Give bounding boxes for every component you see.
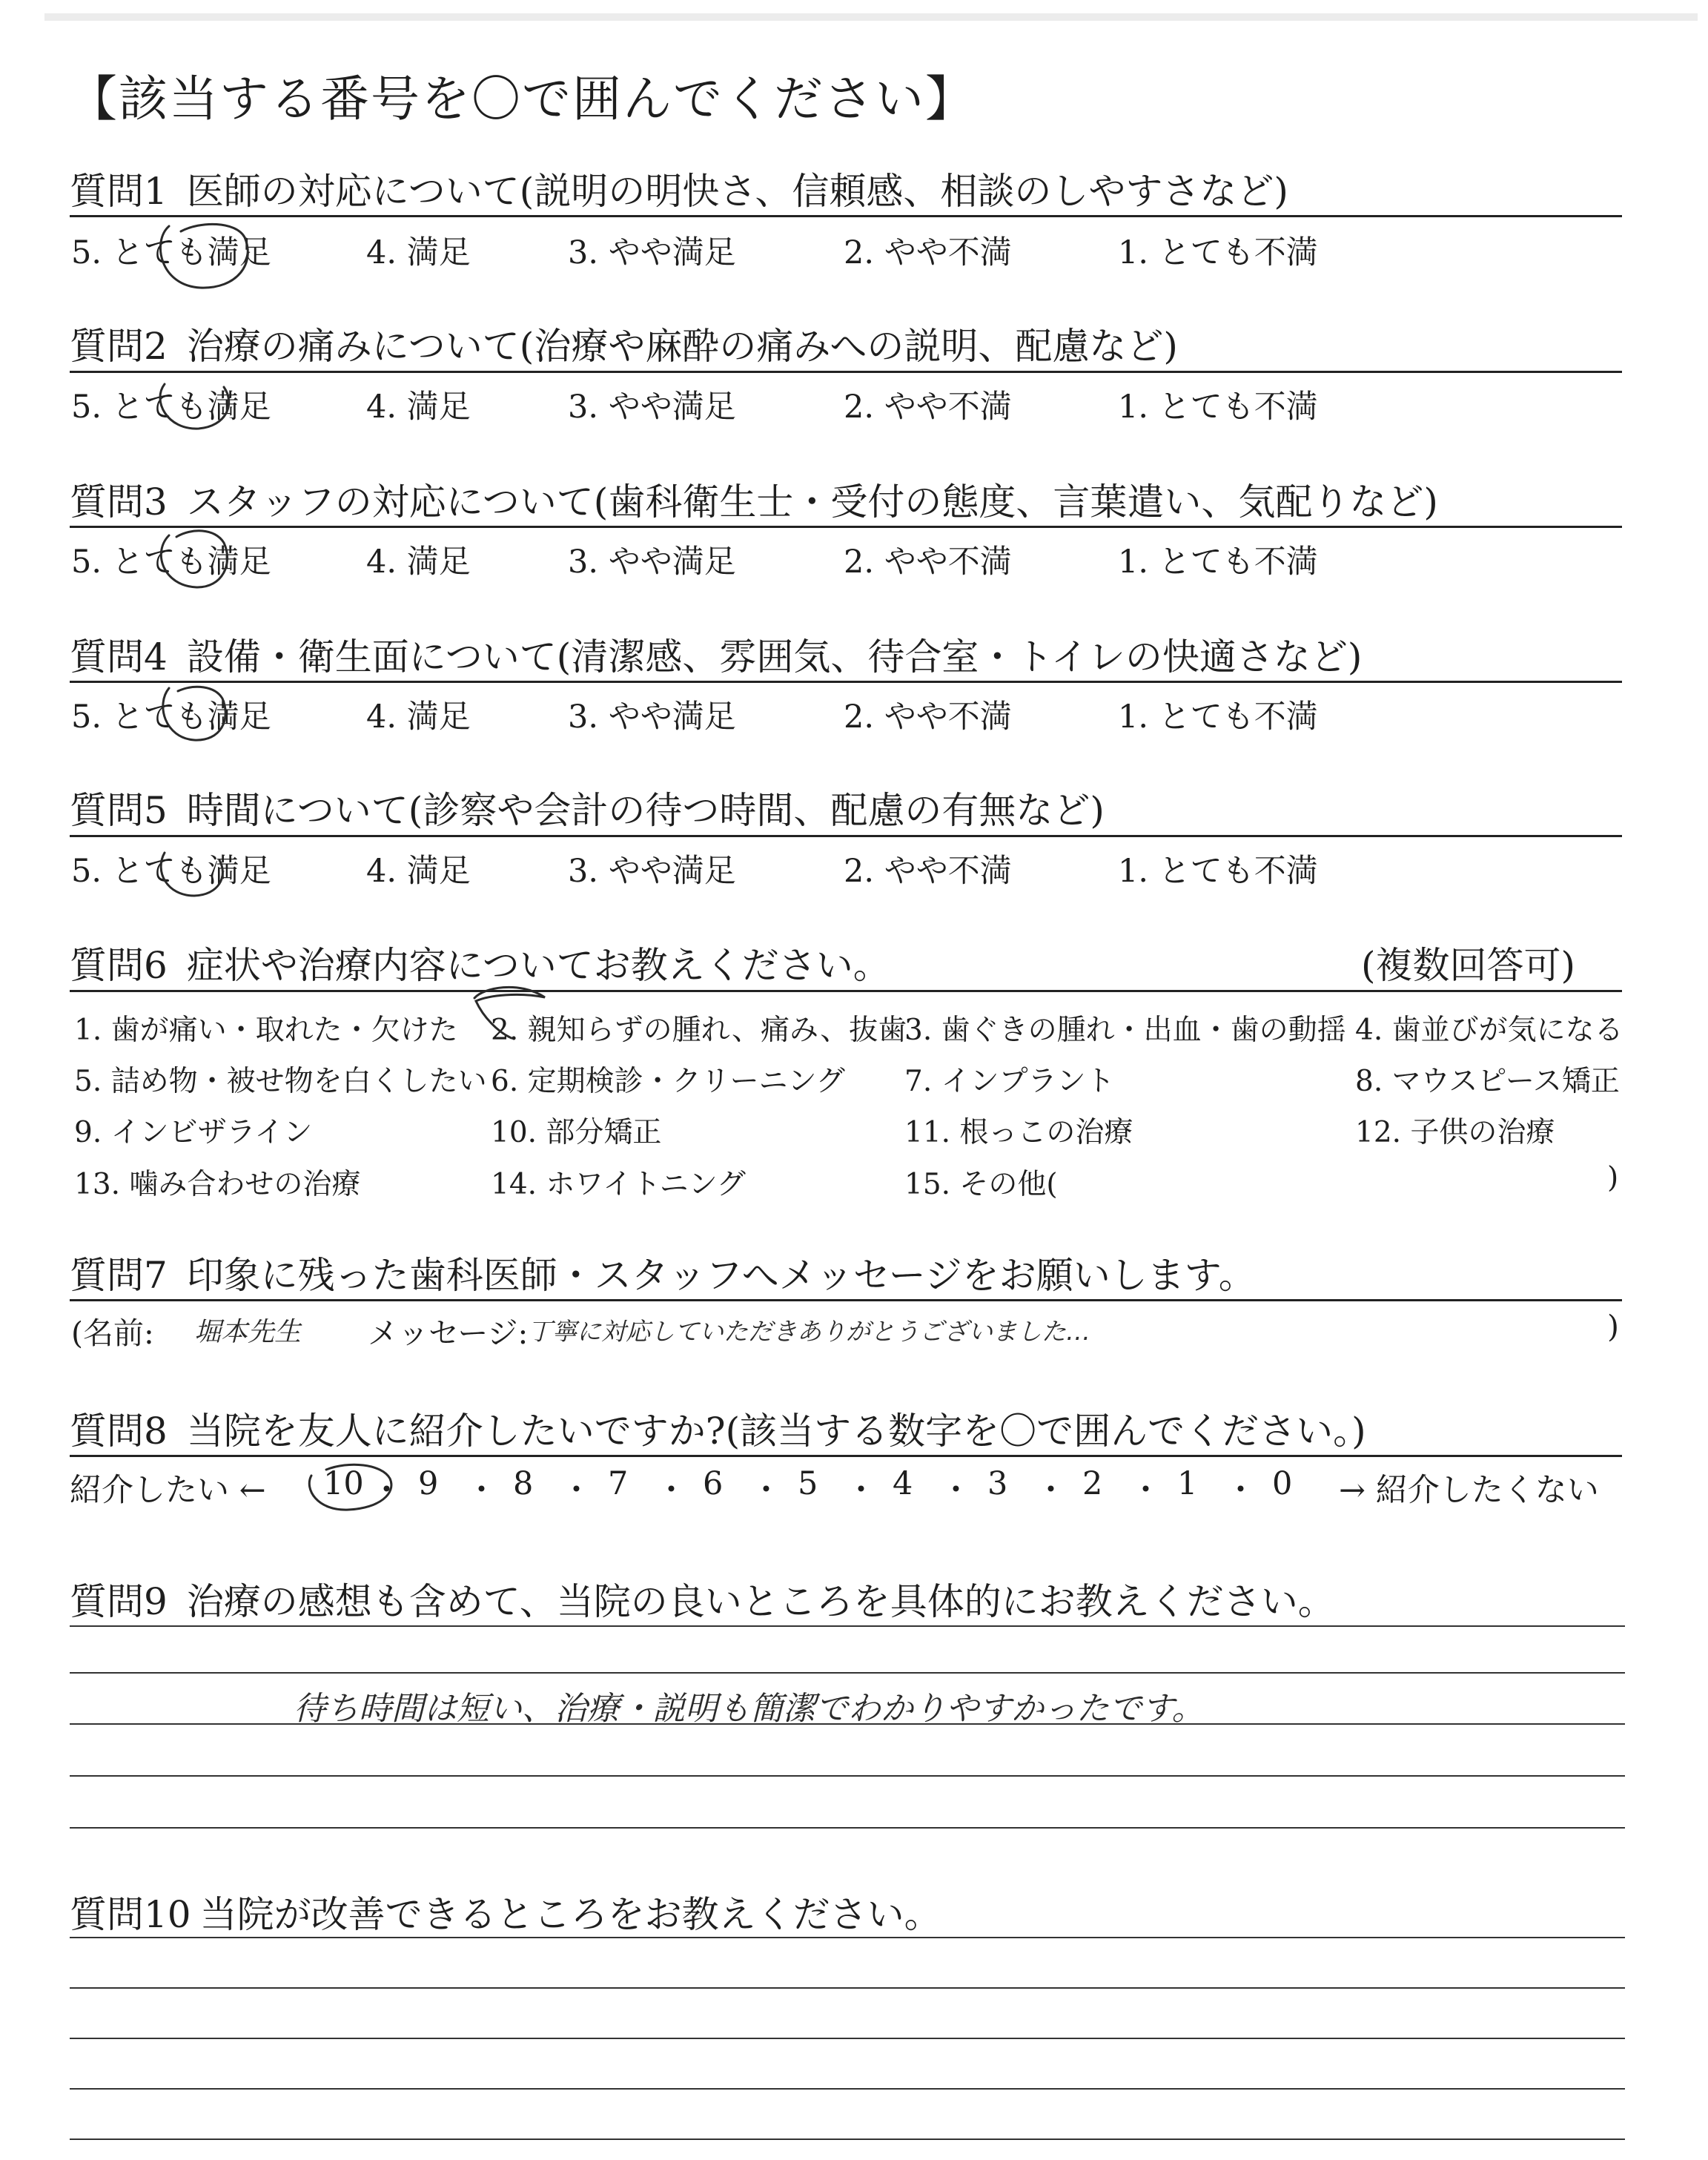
q6-option-14[interactable]: 14. ホワイトニング [491,1168,746,1201]
q6-option-9[interactable]: 9. インビザライン [74,1116,313,1149]
q3-option-1[interactable]: 1. とても不満 [1118,544,1318,581]
q1-option-2[interactable]: 2. やや不満 [844,234,1012,271]
scale-separator-dot: ・ [1035,1472,1067,1509]
question-6-title [70,936,890,989]
q6-option-11[interactable]: 11. 根っこの治療 [904,1116,1133,1149]
q6-option-1[interactable]: 1. 歯が痛い・取れた・欠けた [74,1014,458,1047]
scan-top-edge [44,13,1698,21]
answer-line [70,2138,1625,2140]
q3-option-5[interactable]: 5. とても満足 [71,544,271,581]
question-text: 当院を友人に紹介したいですか?(該当する数字を〇で囲んでください。) [186,1410,1366,1453]
q2-option-2[interactable]: 2. やや不満 [844,389,1012,426]
q6-option-15[interactable]: 15. その他( [904,1168,1058,1201]
q1-option-3[interactable]: 3. やや満足 [568,234,736,271]
question-number: 質問9 [70,1580,168,1623]
question-rule [70,681,1622,683]
question-text: 症状や治療内容についてお教えください。 [186,944,890,987]
q6-option-6[interactable]: 6. 定期検診・クリーニング [491,1065,845,1098]
scale-value-2[interactable]: 2 [1082,1465,1103,1502]
scale-value-3[interactable]: 3 [987,1465,1008,1502]
q9-handwritten-answer[interactable]: 待ち時間は短い、治療・説明も簡潔でわかりやすかったです。 [294,1690,1205,1728]
recommend-left-label: 紹介したい ← [70,1472,266,1509]
q4-option-2[interactable]: 2. やや不満 [844,698,1012,736]
q6-option-2[interactable]: 2. 親知らずの腫れ、痛み、抜歯 [491,1014,907,1047]
question-text: 印象に残った歯科医師・スタッフへメッセージをお願いします。 [186,1254,1256,1297]
q6-option-12[interactable]: 12. 子供の治療 [1355,1116,1555,1149]
scale-value-1[interactable]: 1 [1177,1465,1198,1502]
question-rule [70,835,1622,837]
name-handwritten[interactable]: 堀本先生 [194,1317,302,1347]
q2-option-4[interactable]: 4. 満足 [366,389,471,426]
answer-line [70,2038,1625,2039]
answer-line [70,1987,1625,1989]
question-10-title [70,1885,941,1938]
q6-option-5[interactable]: 5. 詰め物・被せ物を白くしたい [74,1065,487,1098]
question-number: 質問7 [70,1254,168,1297]
q6-option-3[interactable]: 3. 歯ぐきの腫れ・出血・歯の動揺 [904,1014,1346,1047]
q5-option-5[interactable]: 5. とても満足 [71,853,271,890]
question-text: 治療の感想も含めて、当院の良いところを具体的にお教えください。 [186,1580,1335,1623]
q4-option-4[interactable]: 4. 満足 [366,698,471,736]
question-text: 設備・衛生面について(清潔感、雰囲気、待合室・トイレの快適さなど) [186,635,1363,678]
question-rule [70,1299,1622,1301]
question-1-title [70,162,1288,215]
q4-option-5[interactable]: 5. とても満足 [71,698,271,736]
scale-value-4[interactable]: 4 [893,1465,913,1502]
question-rule [70,1455,1622,1457]
q2-option-3[interactable]: 3. やや満足 [568,389,736,426]
question-2-title [70,317,1178,370]
q6-other-close-paren: ) [1607,1161,1619,1195]
answer-line [70,1937,1625,1938]
q5-option-4[interactable]: 4. 満足 [366,853,471,890]
q3-option-2[interactable]: 2. やや不満 [844,544,1012,581]
q6-option-8[interactable]: 8. マウスピース矯正 [1355,1065,1620,1098]
q1-option-1[interactable]: 1. とても不満 [1118,234,1318,271]
q4-option-3[interactable]: 3. やや満足 [568,698,736,736]
question-number: 質問5 [70,789,168,832]
scale-value-5[interactable]: 5 [798,1465,818,1502]
scale-separator-dot: ・ [371,1472,403,1509]
q1-option-4[interactable]: 4. 満足 [366,234,471,271]
message-close-paren: ) [1607,1309,1619,1344]
scale-value-8[interactable]: 8 [513,1465,534,1502]
name-label: (名前: [71,1315,154,1351]
message-label: メッセージ: [368,1315,529,1351]
question-5-title [70,781,1105,834]
question-rule [70,990,1622,992]
scale-separator-dot: ・ [940,1472,972,1509]
question-number: 質問1 [70,170,168,213]
question-rule [70,526,1622,528]
answer-line [70,1827,1625,1829]
scale-value-6[interactable]: 6 [703,1465,724,1502]
q3-option-4[interactable]: 4. 満足 [366,544,471,581]
answer-line [70,1625,1625,1627]
q6-option-4[interactable]: 4. 歯並びが気になる [1355,1014,1623,1047]
q6-option-7[interactable]: 7. インプラント [904,1065,1115,1098]
question-number: 質問6 [70,944,168,987]
message-handwritten[interactable]: 丁寧に対応していただきありがとうございました… [528,1317,1090,1346]
q3-option-3[interactable]: 3. やや満足 [568,544,736,581]
scale-value-9[interactable]: 9 [418,1465,439,1502]
q5-option-3[interactable]: 3. やや満足 [568,853,736,890]
q5-option-2[interactable]: 2. やや不満 [844,853,1012,890]
question-text: 医師の対応について(説明の明快さ、信頼感、相談のしやすさなど) [186,170,1288,213]
scale-separator-dot: ・ [1225,1472,1257,1509]
question-8-title [70,1401,1366,1455]
multiple-answer-note: (複数回答可) [1361,944,1576,987]
scale-value-0[interactable]: 0 [1272,1465,1293,1502]
question-number: 質問2 [70,325,168,368]
question-4-title [70,627,1362,681]
q5-option-1[interactable]: 1. とても不満 [1118,853,1318,890]
q2-option-5[interactable]: 5. とても満足 [71,389,271,426]
q2-option-1[interactable]: 1. とても不満 [1118,389,1318,426]
scale-value-7[interactable]: 7 [608,1465,629,1502]
scale-separator-dot: ・ [845,1472,877,1509]
answer-line [70,1672,1625,1674]
question-rule [70,371,1622,373]
q4-option-1[interactable]: 1. とても不満 [1118,698,1318,736]
question-text: 治療の痛みについて(治療や麻酔の痛みへの説明、配慮など) [186,325,1178,368]
scale-separator-dot: ・ [560,1472,592,1509]
q6-option-13[interactable]: 13. 噛み合わせの治療 [74,1168,361,1201]
scale-value-10[interactable]: 10 [323,1465,364,1502]
question-number: 質問4 [70,635,168,678]
question-text: 時間について(診察や会計の待つ時間、配慮の有無など) [186,789,1105,832]
scale-separator-dot: ・ [750,1472,782,1509]
question-7-title [70,1246,1256,1299]
question-number: 質問10 [70,1893,191,1936]
question-number: 質問3 [70,480,168,524]
question-3-title [70,472,1438,526]
answer-line [70,1775,1625,1777]
q6-option-10[interactable]: 10. 部分矯正 [491,1116,662,1149]
question-text: 当院が改善できるところをお教えください。 [199,1893,941,1936]
answer-line [70,2088,1625,2090]
question-9-title [70,1572,1335,1625]
question-rule [70,215,1622,217]
question-text: スタッフの対応について(歯科衛生士・受付の態度、言葉遣い、気配りなど) [186,480,1438,524]
recommend-right-label: → 紹介したくない [1339,1472,1599,1509]
scale-separator-dot: ・ [1130,1472,1162,1509]
q1-option-5[interactable]: 5. とても満足 [71,234,271,271]
scale-separator-dot: ・ [466,1472,497,1509]
instruction-heading: 【該当する番号を〇で囲んでください】 [68,70,976,128]
scale-separator-dot: ・ [655,1472,687,1509]
question-number: 質問8 [70,1410,168,1453]
